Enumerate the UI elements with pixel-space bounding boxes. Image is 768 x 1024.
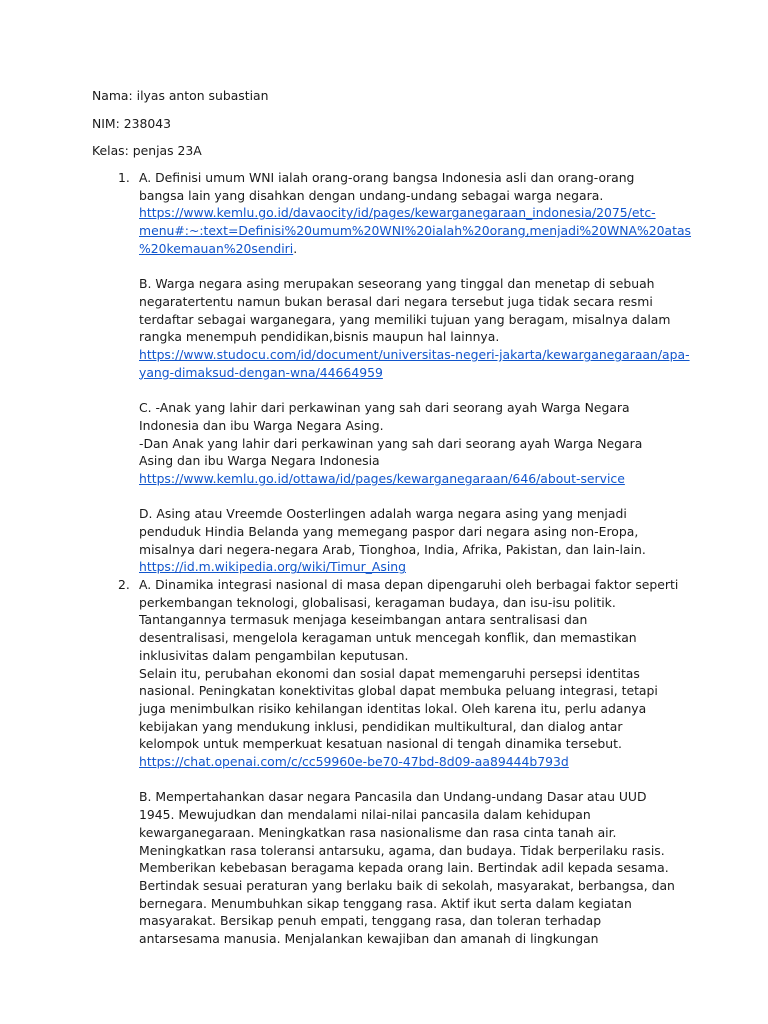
answer-1c-link-wrap <box>139 470 679 488</box>
link-1d[interactable]: https://id.m.wikipedia.org/wiki/Timur_Asing <box>139 559 406 575</box>
answer-1b-link-wrap <box>139 346 690 381</box>
list-item-2 <box>139 576 679 948</box>
link-1a-suffix: . <box>293 240 298 256</box>
answer-1d-link-wrap <box>139 558 679 576</box>
link-1b-line-1[interactable]: https://www.studocu.com/id/document/universitas-negeri-jakarta/kewarganegaraan/apa- <box>139 347 690 363</box>
student-name: Nama: ilyas anton subastian <box>92 88 269 103</box>
answer-1d: D. Asing atau Vreemde Oosterlingen adalah warga negara asing yang menjadi penduduk Hindia Belanda yang memegang paspor dari negara asing non-Eropa, misalnya dari negera-negara Arab, Tionghoa, India, Afrika, Pakistan, dan lain-lain. <box>139 506 646 557</box>
answer-2a-part-2: Selain itu, perubahan ekonomi dan sosial dapat memengaruhi persepsi identitas nasional. Peningkatan konektivitas global dapat membuka peluang integrasi, tetapi juga menimbulkan risiko kehilangan identitas lokal. Oleh karena itu, perlu adanya kebijakan yang mendukung inklusi, pendidikan multikultural, dan dialog antar kelompok untuk memperkuat kesatuan nasional di tengah dinamika tersebut. <box>139 665 658 752</box>
student-class: Kelas: penjas 23A <box>92 143 202 158</box>
answer-1c-part-2: -Dan Anak yang lahir dari perkawinan yang sah dari seorang ayah Warga Negara Asing dan ibu Warga Negara Indonesia <box>139 435 643 469</box>
link-1a-line-3[interactable]: %20kemauan%20sendiri <box>139 240 294 256</box>
link-1a-line-1[interactable]: https://www.kemlu.go.id/davaocity/id/pages/kewarganegaraan_indonesia/2075/etc- <box>139 205 656 221</box>
list-item-1 <box>139 169 692 576</box>
answer-1b: B. Warga negara asing merupakan seseorang yang tinggal dan menetap di sebuah negaratertentu namun bukan berasal dari negara tersebut juga tidak secara resmi terdaftar sebagai warganegara, yang memiliki tujuan yang beragam, misalnya dalam rangka menempuh pendidikan,bisnis maupun hal lainnya. <box>139 276 671 345</box>
student-nim: NIM: 238043 <box>92 116 172 131</box>
answer-1a: A. Definisi umum WNI ialah orang-orang bangsa Indonesia asli dan orang-orang bangsa lain yang disahkan dengan undang-undang sebagai warga negara. <box>139 170 635 203</box>
link-2a[interactable]: https://chat.openai.com/c/cc59960e-be70-47bd-8d09-aa89444b793d <box>139 754 569 770</box>
link-1b-line-2[interactable]: yang-dimaksud-dengan-wna/44664959 <box>139 364 383 380</box>
list-number-1: 1. <box>118 170 130 185</box>
list-number-2: 2. <box>118 577 130 592</box>
answer-2a-part-1: A. Dinamika integrasi nasional di masa depan dipengaruhi oleh berbagai faktor seperti perkembangan teknologi, globalisasi, keragaman budaya, dan isu-isu politik. Tantangannya termasuk menjaga keseimbangan antara sentralisasi dan desentralisasi, mengelola keragaman untuk mencegah konflik, dan memastikan inklusivitas dalam pengambilan keputusan. <box>139 577 679 663</box>
link-1c[interactable]: https://www.kemlu.go.id/ottawa/id/pages/kewarganegaraan/646/about-service <box>139 470 625 486</box>
answer-1c-part-1: C. -Anak yang lahir dari perkawinan yang sah dari seorang ayah Warga Negara Indonesia dan ibu Warga Negara Asing. <box>139 400 630 433</box>
answer-2b: B. Mempertahankan dasar negara Pancasila dan Undang-undang Dasar atau UUD 1945. Mewujudkan dan mendalami nilai-nilai pancasila dalam kehidupan kewarganegaraan. Meningkatkan rasa nasionalisme dan rasa cinta tanah air. Meningkatkan rasa toleransi antarsuku, agama, dan budaya. Tidak berperilaku rasis. Memberikan kebebasan beragama kepada orang lain. Bertindak adil kepada sesama. Bertindak sesuai peraturan yang berlaku baik di sekolah, masyarakat, berbangsa, dan bernegara. Menumbuhkan sikap tenggang rasa. Aktif ikut serta dalam kegiatan masyarakat. Bersikap penuh empati, tenggang rasa, dan toleran terhadap antarsesama manusia. Menjalankan kewajiban dan amanah di lingkungan <box>139 789 675 947</box>
link-1a-line-2[interactable]: menu#:~:text=Definisi%20umum%20WNI%20ialah%20orang,menjadi%20WNA%20atas <box>139 223 692 239</box>
answer-1a-link-wrap <box>139 204 692 257</box>
answer-2a-link-wrap <box>139 753 679 771</box>
